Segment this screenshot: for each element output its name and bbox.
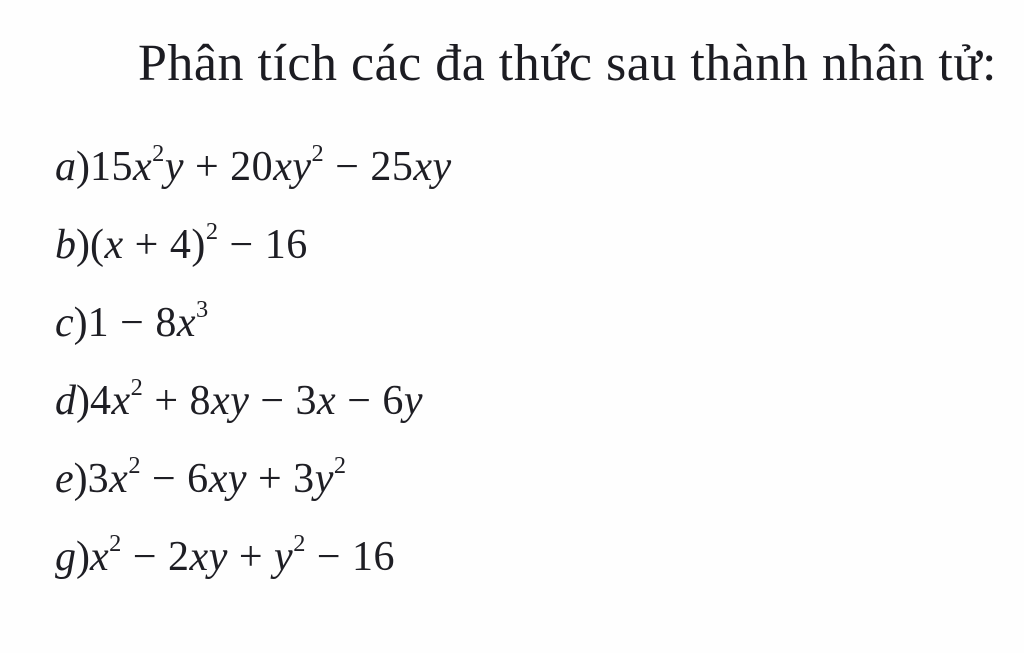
- problem-row: [55, 206, 452, 284]
- problem-expression: $x^2 - 2xy + y^2 - 16$: [90, 530, 396, 580]
- problem-list: [55, 128, 452, 596]
- problem-expression: $15x^2y + 20xy^2 - 25xy$: [90, 140, 452, 190]
- problem-row: [55, 440, 452, 518]
- problem-label: c): [55, 300, 88, 346]
- problem-expression: $4x^2 + 8xy - 3x - 6y$: [90, 374, 424, 424]
- problem-label: e): [55, 456, 88, 502]
- exercise-title: Phân tích các đa thức sau thành nhân tử:: [138, 35, 998, 92]
- problem-label: a): [55, 144, 90, 190]
- problem-row: [55, 128, 452, 206]
- problem-label: g): [55, 534, 90, 580]
- problem-label: b): [55, 222, 90, 268]
- problem-expression: $1 - 8x^3$: [87, 296, 209, 346]
- problem-expression: $(x + 4)^2 - 16$: [90, 218, 308, 268]
- problem-row: [55, 362, 452, 440]
- problem-expression: $3x^2 - 6xy + 3y^2$: [87, 452, 347, 502]
- problem-row: [55, 518, 452, 596]
- problem-label: d): [55, 378, 90, 424]
- problem-row: [55, 284, 452, 362]
